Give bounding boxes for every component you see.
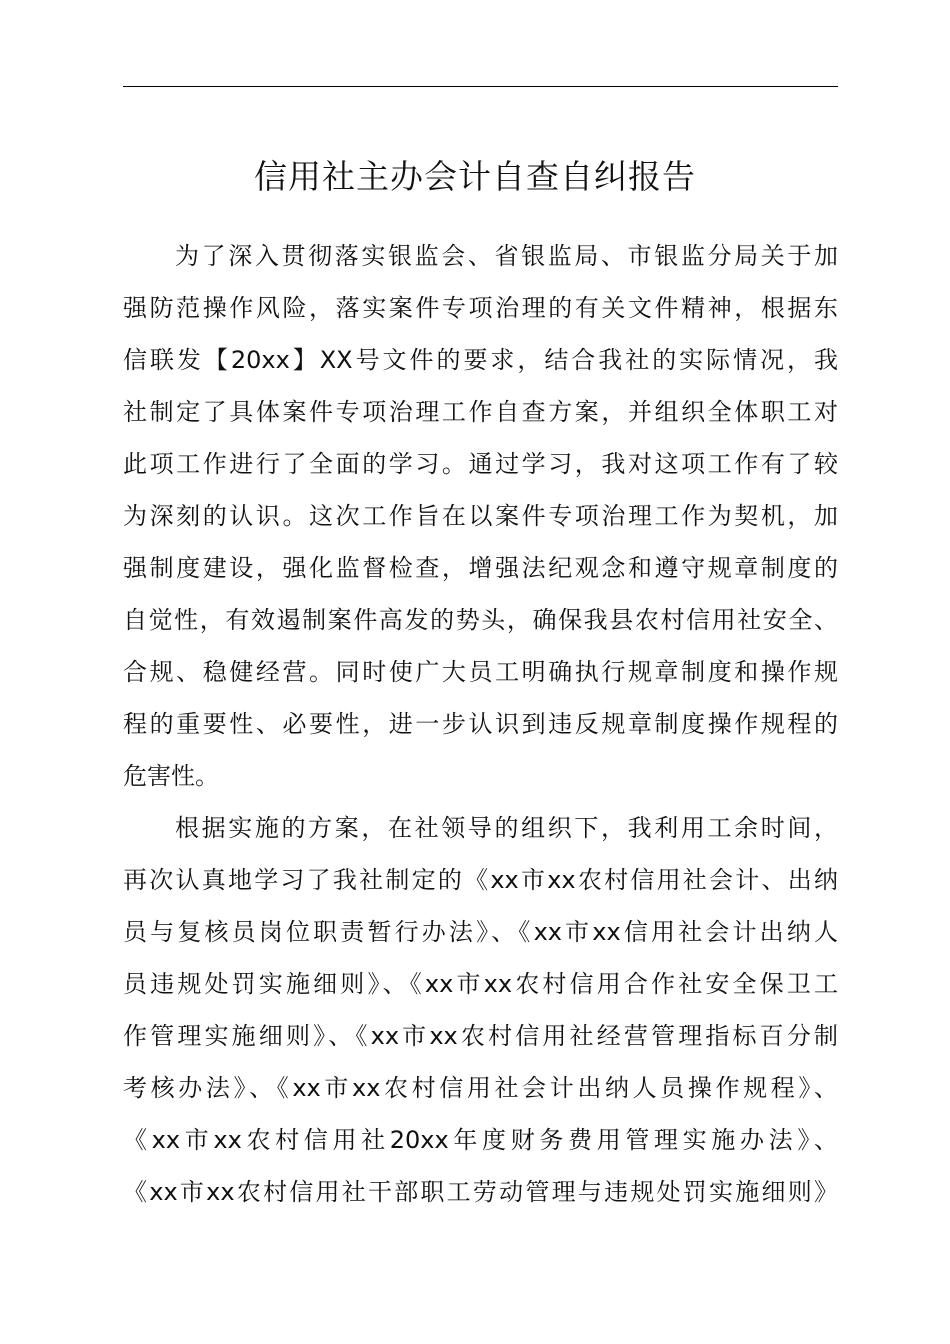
- paragraph-2-line: 员与复核员岗位职责暂行办法》、《xx市xx信用社会计出纳人: [123, 918, 838, 946]
- paragraph-2-line: 作管理实施细则》、《xx市xx农村信用社经营管理指标百分制: [123, 1022, 838, 1050]
- paragraph-2-line: 再次认真地学习了我社制定的《xx市xx农村信用社会计、出纳: [123, 866, 838, 894]
- document-title: 信用社主办会计自查自纠报告: [254, 157, 696, 196]
- paragraph-2-line: 根据实施的方案，在社领导的组织下，我利用工余时间，: [175, 814, 838, 842]
- paragraph-1-line: 为深刻的认识。这次工作旨在以案件专项治理工作为契机，加: [123, 502, 838, 530]
- paragraph-1-line: 危害性。: [123, 762, 219, 790]
- paragraph-1-line: 信联发【20xx】XX号文件的要求，结合我社的实际情况，我: [123, 346, 838, 374]
- paragraph-1-line: 为了深入贯彻落实银监会、省银监局、市银监分局关于加: [175, 242, 838, 270]
- paragraph-2-line: 《xx市xx农村信用社20xx年度财务费用管理实施办法》、: [123, 1126, 838, 1154]
- paragraph-1-line: 程的重要性、必要性，进一步认识到违反规章制度操作规程的: [123, 710, 838, 738]
- paragraph-1-line: 社制定了具体案件专项治理工作自查方案，并组织全体职工对: [123, 398, 838, 426]
- paragraph-1-line: 自觉性，有效遏制案件高发的势头，确保我县农村信用社安全、: [123, 606, 838, 634]
- paragraph-1-line: 此项工作进行了全面的学习。通过学习，我对这项工作有了较: [123, 450, 838, 478]
- paragraph-1-line: 强制度建设，强化监督检查，增强法纪观念和遵守规章制度的: [123, 554, 838, 582]
- paragraph-2-line: 考核办法》、《xx市xx农村信用社会计出纳人员操作规程》、: [123, 1074, 838, 1102]
- paragraph-1-line: 强防范操作风险，落实案件专项治理的有关文件精神，根据东: [123, 294, 838, 322]
- paragraph-1-line: 合规、稳健经营。同时使广大员工明确执行规章制度和操作规: [123, 658, 838, 686]
- paragraph-2-line: 员违规处罚实施细则》、《xx市xx农村信用合作社安全保卫工: [123, 970, 838, 998]
- paragraph-2-line: 《xx市xx农村信用社干部职工劳动管理与违规处罚实施细则》: [123, 1178, 838, 1206]
- header-rule: [123, 86, 838, 87]
